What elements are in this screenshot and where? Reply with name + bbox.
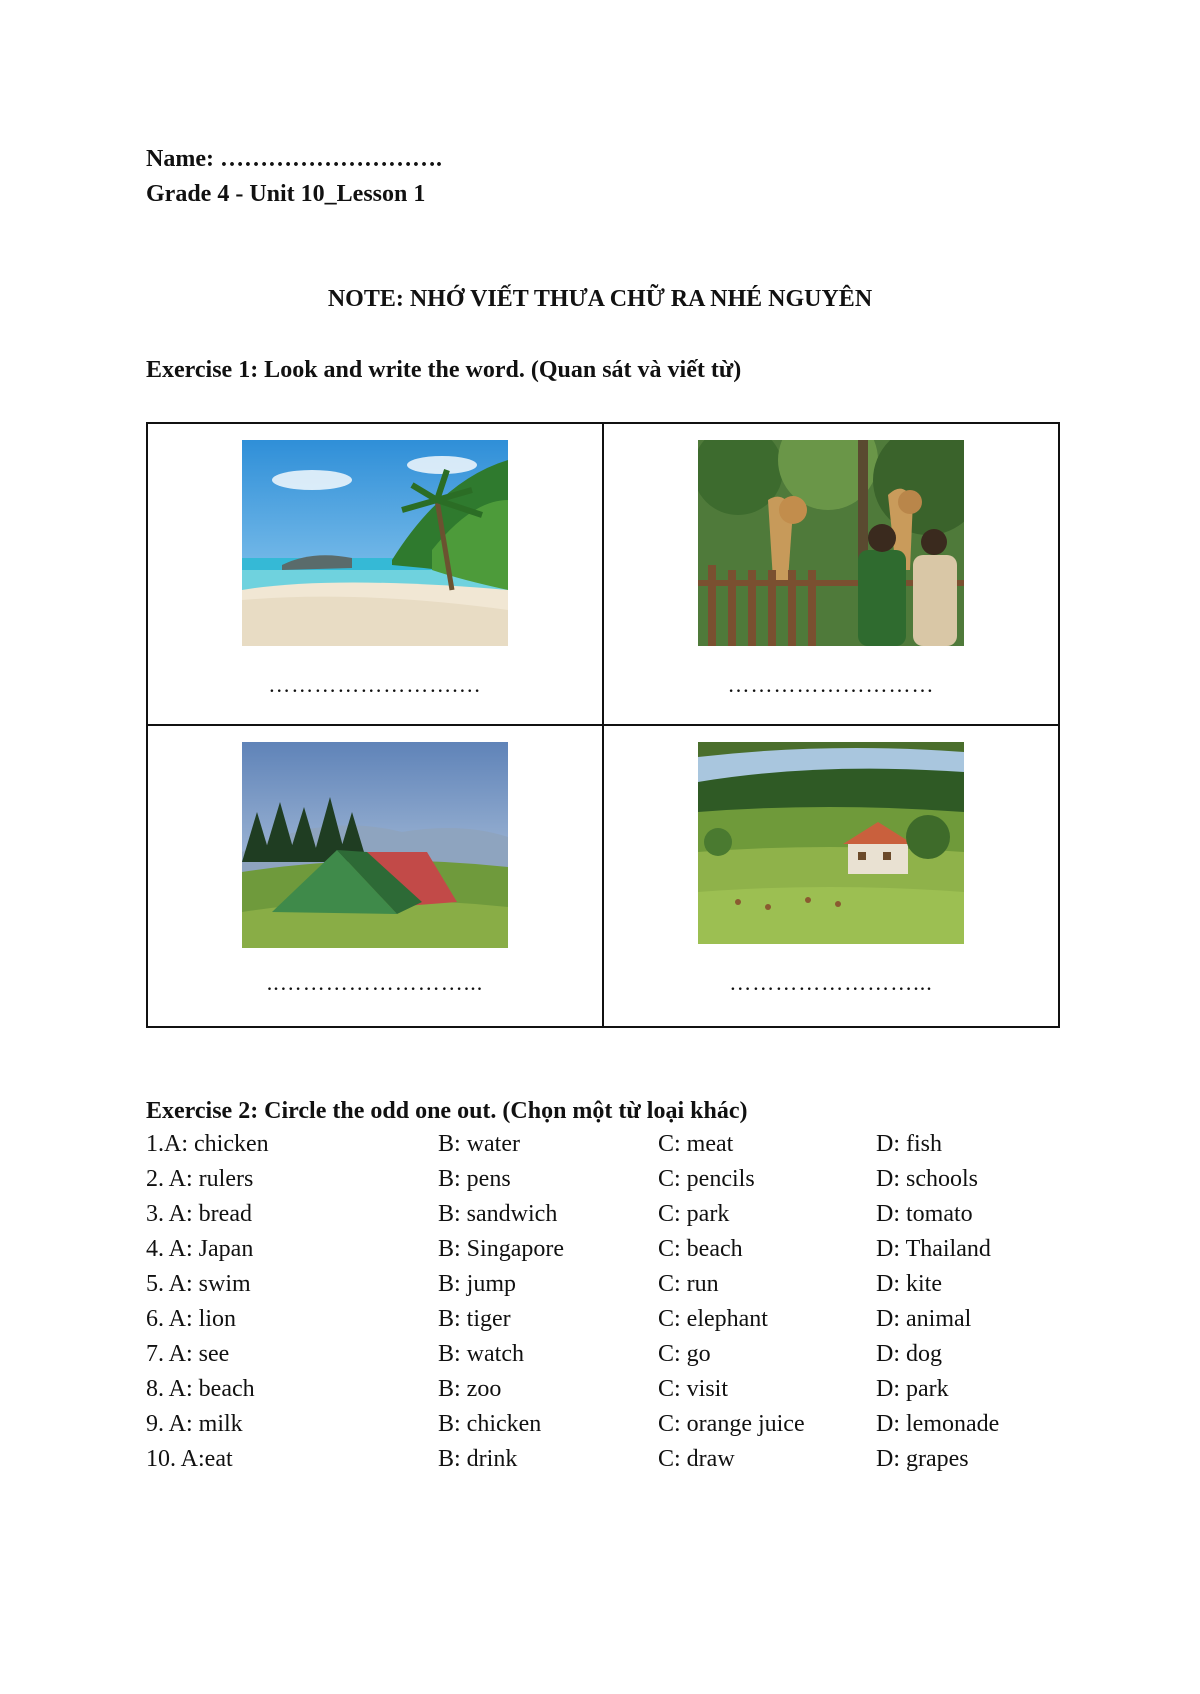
answer-blank[interactable]: ……………………... — [729, 970, 933, 995]
option-d[interactable]: D: animal — [876, 1306, 972, 1332]
option-c[interactable]: C: beach — [658, 1236, 743, 1262]
option-a[interactable]: 6. A: lion — [146, 1306, 237, 1332]
option-b[interactable]: B: jump — [438, 1271, 517, 1297]
option-c[interactable]: C: go — [658, 1341, 711, 1367]
option-c[interactable]: C: run — [658, 1271, 719, 1297]
option-c[interactable]: C: park — [658, 1201, 730, 1227]
option-b[interactable]: B: water — [438, 1131, 520, 1157]
option-d[interactable]: D: kite — [876, 1271, 942, 1297]
answer-blank[interactable]: ……………………… — [727, 672, 935, 697]
option-a[interactable]: 10. A:eat — [146, 1446, 233, 1472]
option-b[interactable]: B: zoo — [438, 1376, 502, 1402]
exercise2-title: Exercise 2: Circle the odd one out. (Chọn một từ loại khác) — [146, 1098, 748, 1124]
option-c[interactable]: C: pencils — [658, 1166, 755, 1192]
option-a[interactable]: 9. A: milk — [146, 1411, 243, 1437]
option-b[interactable]: B: chicken — [438, 1411, 542, 1437]
beach-photo — [242, 440, 508, 646]
option-a[interactable]: 3. A: bread — [146, 1201, 252, 1227]
option-d[interactable]: D: fish — [876, 1131, 942, 1157]
countryside-farm-photo — [698, 742, 964, 944]
option-a[interactable]: 5. A: swim — [146, 1271, 251, 1297]
exercise1-cell-2 — [603, 423, 1059, 725]
exercise1-picture-grid — [146, 422, 1060, 1028]
answer-blank[interactable]: …………………….… — [268, 672, 482, 697]
option-d[interactable]: D: dog — [876, 1341, 942, 1367]
option-a[interactable]: 1.A: chicken — [146, 1131, 269, 1157]
exercise1-cell-4 — [603, 725, 1059, 1027]
note-line: NOTE: NHỚ VIẾT THƯA CHỮ RA NHÉ NGUYÊN — [327, 286, 873, 312]
option-b[interactable]: B: watch — [438, 1341, 524, 1367]
camping-tents-photo — [242, 742, 508, 948]
option-b[interactable]: B: drink — [438, 1446, 518, 1472]
option-a[interactable]: 7. A: see — [146, 1341, 230, 1367]
option-c[interactable]: C: orange juice — [658, 1411, 805, 1437]
grade-line: Grade 4 - Unit 10_Lesson 1 — [146, 181, 426, 207]
option-a[interactable]: 4. A: Japan — [146, 1236, 254, 1262]
option-b[interactable]: B: Singapore — [438, 1236, 564, 1262]
option-b[interactable]: B: sandwich — [438, 1201, 558, 1227]
option-c[interactable]: C: visit — [658, 1376, 729, 1402]
option-d[interactable]: D: grapes — [876, 1446, 969, 1472]
option-d[interactable]: D: park — [876, 1376, 949, 1402]
option-c[interactable]: C: elephant — [658, 1306, 768, 1332]
exercise1-cell-3 — [147, 725, 603, 1027]
option-a[interactable]: 8. A: beach — [146, 1376, 255, 1402]
option-b[interactable]: B: pens — [438, 1166, 511, 1192]
exercise1-title: Exercise 1: Look and write the word. (Quan sát và viết từ) — [146, 357, 742, 383]
option-d[interactable]: D: schools — [876, 1166, 978, 1192]
option-c[interactable]: C: draw — [658, 1446, 735, 1472]
exercise1-cell-1 — [147, 423, 603, 725]
option-d[interactable]: D: tomato — [876, 1201, 973, 1227]
option-c[interactable]: C: meat — [658, 1131, 734, 1157]
option-d[interactable]: D: Thailand — [876, 1236, 991, 1262]
option-a[interactable]: 2. A: rulers — [146, 1166, 254, 1192]
option-d[interactable]: D: lemonade — [876, 1411, 1000, 1437]
answer-blank[interactable]: ..……………………... — [266, 970, 484, 995]
zoo-giraffes-photo — [698, 440, 964, 646]
option-b[interactable]: B: tiger — [438, 1306, 511, 1332]
name-line: Name: ………………………. — [146, 146, 442, 172]
